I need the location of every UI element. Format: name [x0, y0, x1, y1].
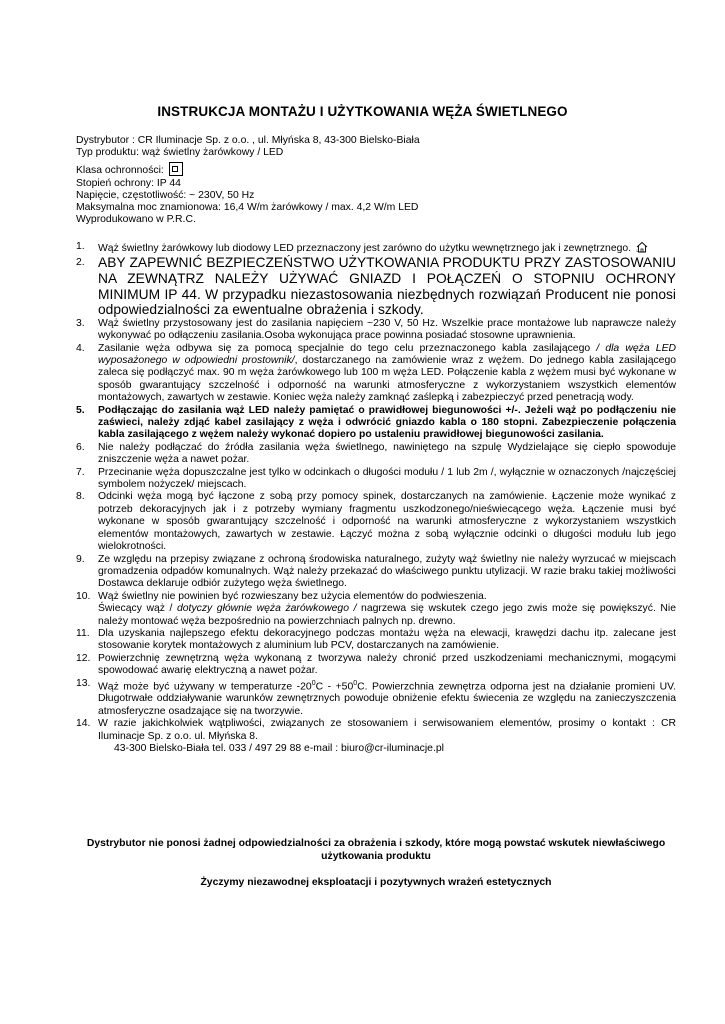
item-number: 14.: [76, 718, 91, 730]
max-power-line: Maksymalna moc znamionowa: 16,4 W/m żarówkowy / max. 4,2 W/m LED: [76, 202, 419, 214]
distributor-line: Dystrybutor : CR Iluminacje Sp. z o.o. , ul. Młyńska 8, 43-300 Bielsko-Biała: [76, 135, 420, 146]
list-item: [76, 318, 676, 343]
class-ii-double-square-icon: [169, 162, 183, 176]
item-text: Zasilanie węża odbywa się za pomocą specjalnie do tego celu przeznaczonego kabla zasilającego: [98, 342, 597, 354]
item-text: W razie jakichkolwiek wątpliwości, związanych ze stosowaniem i serwisowaniem elementów, prosimy o kontakt : CR Iluminacje Sp. z o.o. ul. Młyńska 8.: [98, 718, 676, 742]
degree-superscript: 0: [353, 679, 358, 687]
item-text: C - +50: [315, 681, 354, 693]
item-text: , dostarczanego na zamówienie wraz z wężem. Do jednego kabla zasilającego zaleca się podłączyć max. 90 m węża żarówkowego lub 100 m węża LED. Połączenie kabla z wężem musi być wykonane w sposób gwarantujący szczelność i odporność na warunki atmosferyczne z wykorzystaniem wszystkich elementów montażowych, zawartych w zestawie. Koniec węża należy zamknąć zaślepką i zabezpieczyć przed penetracją wody.: [98, 355, 677, 404]
origin-line: Wyprodukowano w P.R.C.: [76, 214, 196, 226]
list-item: [76, 678, 676, 719]
list-item: [76, 255, 676, 317]
item-number: 10.: [76, 590, 91, 602]
list-item: [76, 591, 676, 628]
item-text: Powierzchnię zewnętrzną węża wykonaną z tworzywa należy chronić przed uszkodzeniami mechanicznymi, mogącymi spowodować awarię elektryczną a nawet pożar.: [98, 652, 676, 677]
item-number: 7.: [76, 466, 85, 478]
item-number: 2.: [76, 257, 85, 269]
disclaimer-text: Dystrybutor nie ponosi żadnej odpowiedzialności za obrażenia i szkody, które mogą powstać wskutek niewłaściwego użytkowania produktu: [86, 838, 666, 862]
item-number: 12.: [76, 652, 91, 664]
item-number: 8.: [76, 491, 85, 503]
item-text: Wąż świetlny żarówkowy lub diodowy LED przeznaczony jest zarówno do użytku wewnętrznego jak i zewnętrznego.: [98, 243, 632, 254]
item-text: Nie należy podłączać do źródła zasilania węża świetlnego, nawiniętego na szpulę Wydzielające się ciepło spowoduje zniszczenie węża a nawet pożar.: [98, 441, 676, 466]
instruction-list: [76, 241, 676, 755]
item-text: Odcinki węża mogą być łączone z sobą przy pomocy spinek, dostarczanych na zamówienie. Łączenie może wynikać z potrzeb dekoracyjnych jak i z potrzeby wymiany fragmentu uszkodzonego/nieświecącego węża. Łączenie musi być wykonane w sposób gwarantujący szczelność i odporność na warunki atmosferyczne z wykorzystaniem wszystkich elementów montażowych, zawartych w zestawie. Łączyć można z sobą wyłącznie odcinki o długości modułu lub jego wielokrotności.: [98, 491, 676, 553]
item-number: 4.: [76, 342, 85, 354]
item-text: Podłączając do zasilania wąż LED należy pamiętać o prawidłowej biegunowości +/-. Jeżeli wąż po podłączeniu nie zaświeci, należy zdjąć kabel zasilający z węża i odwrócić gniazdo kabla o 180 stopni. Zabezpieczenie połączenia kabla zasilającego z wężem należy wykonać dopiero po ustaleniu prawidłowej biegunowości zasilania.: [98, 404, 676, 441]
item-number: 1.: [76, 241, 85, 252]
item-number: 11.: [76, 627, 90, 639]
list-item: [76, 718, 676, 755]
product-type-line: Typ produktu: wąż świetlny żarówkowy / LED: [76, 147, 284, 159]
item-text: Świecący wąż /: [98, 603, 177, 615]
item-text: Dla uzyskania najlepszego efektu dekoracyjnego podczas montażu węża na elewacji, krawędzi dachu itp. zalecane jest stosowanie korytek montażowych z aluminium lub PCV, dostarczanych na zamówienie.: [98, 627, 676, 652]
list-item: [76, 467, 676, 492]
outdoor-house-icon: [636, 241, 648, 253]
protection-class-label: Klasa ochronności:: [76, 165, 164, 177]
list-item: [76, 405, 676, 442]
voltage-line: Napięcie, częstotliwość: ~ 230V, 50 Hz: [76, 189, 255, 201]
item-text-italic: dotyczy głównie węża żarówkowego /: [177, 603, 357, 615]
item-text: nagrzewa się wskutek czego jego zwis może się powiększyć. Nie należy montować węża bezpośrednio na powierzchniach palnych np. drewno.: [98, 603, 677, 627]
item-text: C. Powierzchnia zewnętrza odporna jest na działanie promieni UV. Długotrwałe oddziaływanie warunków zewnętrznych powoduje obniżenie efektu świecenia ze względu na zanieczyszczenia atmosferyczne osadzające się na tworzywie.: [98, 681, 676, 717]
item-number: 6.: [76, 441, 85, 453]
contact-details: 43-300 Bielsko-Biała tel. 033 / 497 29 88 e-mail : biuro@cr-iluminacje.pl: [114, 743, 444, 755]
list-item: [76, 554, 676, 591]
page-title: INSTRUKCJA MONTAŻU I UŻYTKOWANIA WĘŻA ŚWIETLNEGO: [157, 104, 568, 119]
list-item: [76, 628, 676, 653]
protection-class-line: [76, 162, 676, 177]
list-item: [76, 653, 676, 678]
item-number: 9.: [76, 553, 85, 565]
item-text: Wąż świetlny nie powinien być rozwieszany bez użycia elementów do podwieszenia.: [98, 590, 487, 602]
list-item: [76, 241, 676, 255]
item-text: Przecinanie węża dopuszczalne jest tylko w odcinkach o długości modułu / 1 lub 2m /, wyłącznie w oznaczonych /najczęściej symbolem nożyczek/ miejscach.: [98, 466, 676, 491]
item-number: 5.: [76, 404, 85, 416]
item-number: 3.: [76, 317, 85, 329]
ip-rating-line: Stopień ochrony: IP 44: [76, 177, 181, 189]
list-item: [76, 491, 676, 553]
list-item: [76, 343, 676, 405]
list-item: [76, 442, 676, 467]
degree-superscript: 0: [311, 679, 316, 687]
item-text: Wąż może być używany w temperaturze -20: [98, 681, 312, 693]
item-text-italic: / dla węża LED wyposażonego w odpowiedni prostownik/: [98, 342, 677, 366]
item-text: Wąż świetlny przystosowany jest do zasilania napięciem ~230 V, 50 Hz. Wszelkie prace montażowe lub naprawcze należy wykonywać po odłączeniu zasilania.Osoba wykonująca prace powinna posiadać stosowne uprawnienia.: [98, 317, 676, 342]
item-text: ABY ZAPEWNIĆ BEZPIECZEŃSTWO UŻYTKOWANIA PRODUKTU PRZY ZASTOSOWANIU NA ZEWNĄTRZ NALEŻY UŻYWAĆ GNIAZD I POŁĄCZEŃ O STOPNIU OCHRONY MINIMUM IP 44. W przypadku niezastosowania niezbędnych rozwiązań Producent nie ponosi odpowiedzialności za ewentualne obrażenia i szkody.: [98, 255, 676, 318]
item-number: 13.: [76, 677, 91, 689]
product-info: [76, 135, 676, 226]
item-text: Ze względu na przepisy związane z ochroną środowiska naturalnego, zużyty wąż świetlny nie należy wyrzucać w miejscach gromadzenia odpadów komunalnych. Wąż należy przekazać do właściwego punktu utylizacji. W razie braku takiej możliwości Dostawca deklaruje odbiór zużytego węża świetlnego.: [98, 553, 676, 590]
closing-wishes: Życzymy niezawodnej eksploatacji i pozytywnych wrażeń estetycznych: [200, 877, 552, 888]
